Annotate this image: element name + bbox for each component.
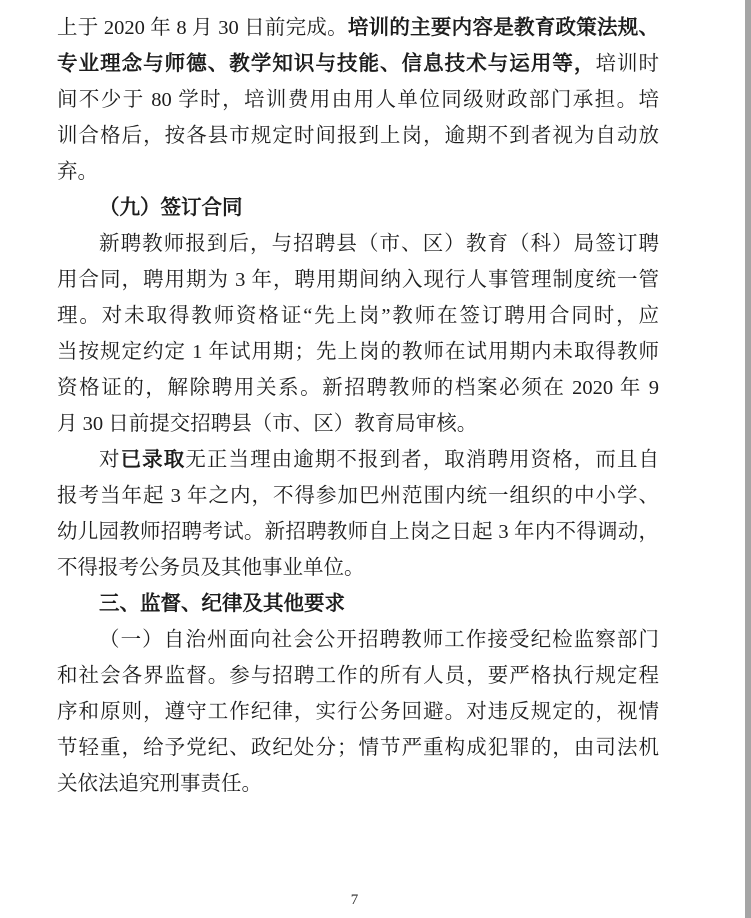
- text-line: [57, 694, 659, 730]
- para-supervision: [57, 622, 659, 802]
- text-run: 月 30 日前提交招聘县（市、区）教育局审核。: [57, 413, 478, 435]
- text-run: 幼儿园教师招聘考试。新招聘教师自上岗之日起 3 年内不得调动，: [57, 521, 659, 543]
- text-line: [57, 730, 659, 766]
- text-run: 间不少于 80 学时，培训费用由用人单位同级财政部门承担。培: [57, 89, 659, 111]
- text-line: [57, 586, 659, 622]
- text-run: 弃。: [57, 161, 98, 183]
- text-run: 序和原则，遵守工作纪律，实行公务回避。对违反规定的，视情: [57, 701, 659, 723]
- emphasized-text-run: 专业理念与师德、教学知识与技能、信息技术与运用等，: [57, 52, 596, 75]
- text-line: [57, 10, 659, 46]
- heading-supervision-discipline: [57, 586, 659, 622]
- text-line: [57, 766, 659, 802]
- heading-sign-contract: [57, 190, 659, 226]
- text-line: [57, 298, 659, 334]
- para-training-completion: [57, 10, 659, 190]
- text-run: 理。对未取得教师资格证“先上岗”教师在签订聘用合同时，应: [57, 305, 659, 327]
- text-line: [57, 226, 659, 262]
- text-run: 当按规定约定 1 年试用期；先上岗的教师在试用期内未取得教师: [57, 341, 659, 363]
- text-run: 对: [99, 449, 121, 471]
- para-contract-terms: [57, 226, 659, 442]
- text-run: 训合格后，按各县市规定时间报到上岗，逾期不到者视为自动放: [57, 125, 659, 147]
- text-run: 资格证的，解除聘用关系。新招聘教师的档案必须在 2020 年 9: [57, 377, 659, 399]
- text-line: [57, 154, 659, 190]
- text-run: （一）自治州面向社会公开招聘教师工作接受纪检监察部门: [99, 629, 659, 651]
- text-run: 新聘教师报到后，与招聘县（市、区）教育（科）局签订聘: [99, 233, 659, 255]
- text-run: 节轻重，给予党纪、政纪处分；情节严重构成犯罪的，由司法机: [57, 737, 659, 759]
- para-no-show-penalty: [57, 442, 659, 586]
- page-right-edge-strip: [745, 0, 751, 918]
- document-content: [57, 10, 659, 802]
- text-run: 关依法追究刑事责任。: [57, 773, 262, 795]
- text-run: 和社会各界监督。参与招聘工作的所有人员，要严格执行规定程: [57, 665, 659, 687]
- emphasized-text-run: 已录取: [120, 448, 186, 471]
- text-line: [57, 658, 659, 694]
- text-line: [57, 514, 659, 550]
- emphasized-text-run: （九）签订合同: [99, 196, 243, 219]
- text-line: [57, 478, 659, 514]
- text-line: [57, 622, 659, 658]
- text-line: [57, 262, 659, 298]
- text-line: [57, 46, 659, 82]
- text-line: [57, 442, 659, 478]
- text-line: [57, 190, 659, 226]
- page-number: 7: [350, 892, 359, 908]
- text-run: 无正当理由逾期不报到者，取消聘用资格，而且自: [185, 449, 660, 471]
- text-run: 用合同，聘用期为 3 年，聘用期间纳入现行人事管理制度统一管: [57, 269, 659, 291]
- text-line: [57, 550, 659, 586]
- emphasized-text-run: 三、监督、纪律及其他要求: [99, 592, 345, 615]
- text-line: [57, 406, 659, 442]
- text-line: [57, 334, 659, 370]
- emphasized-text-run: 培训的主要内容是教育政策法规、: [347, 16, 660, 39]
- text-line: [57, 82, 659, 118]
- text-run: 不得报考公务员及其他事业单位。: [57, 557, 365, 579]
- text-run: 报考当年起 3 年之内，不得参加巴州范围内统一组织的中小学、: [57, 485, 659, 507]
- text-run: 上于 2020 年 8 月 30 日前完成。: [57, 17, 348, 39]
- text-line: [57, 118, 659, 154]
- text-run: 培训时: [595, 53, 660, 75]
- text-line: [57, 370, 659, 406]
